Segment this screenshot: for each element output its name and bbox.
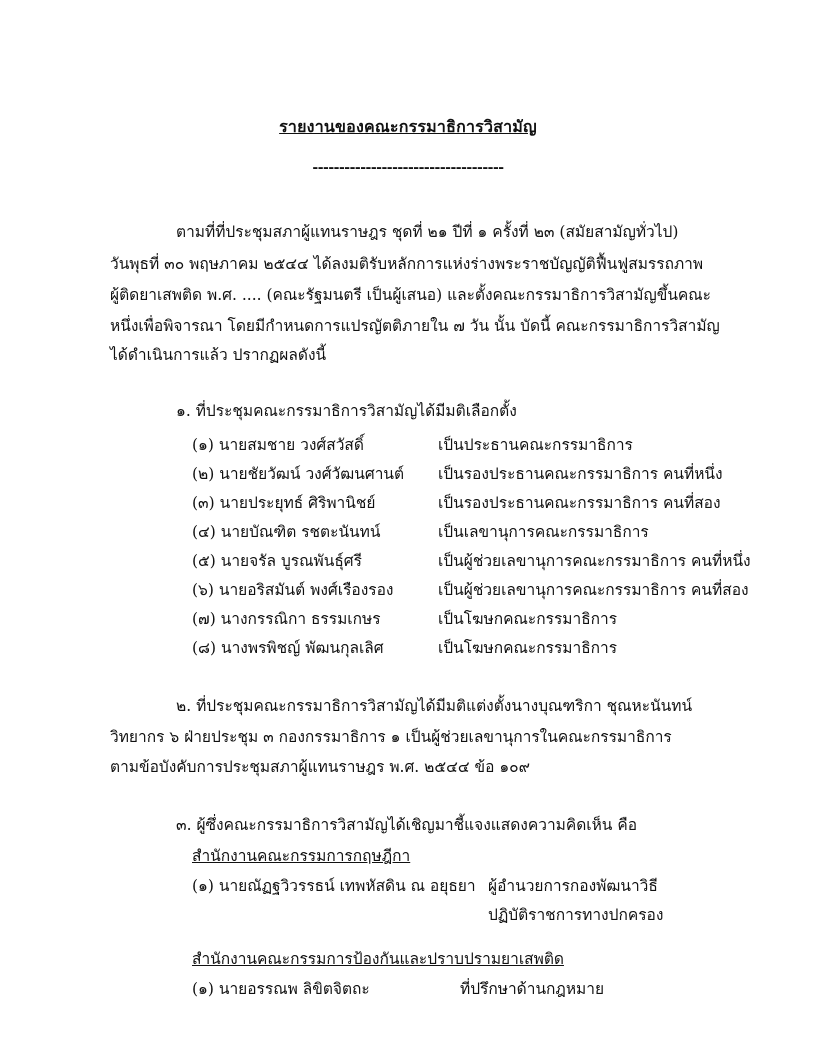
section-2-line: ๒. ที่ประชุมคณะกรรมาธิการวิสามัญได้มีมติแต่งตั้งนางบุณฑริกา ชุณหะนันทน์ — [176, 697, 693, 715]
member-name: (๕) นายจรัล บูรณพันธุ์ศรี — [192, 552, 362, 570]
member-role: เป็นผู้ช่วยเลขานุการคณะกรรมาธิการ คนที่หนึ่ง — [438, 552, 751, 570]
witness-name: (๑) นายอรรณพ ลิขิตจิตถะ — [192, 980, 370, 998]
member-name: (๒) นายชัยวัฒน์ วงศ์วัฒนศานต์ — [192, 465, 405, 483]
intro-line: ตามที่ที่ประชุมสภาผู้แทนราษฎร ชุดที่ ๒๑ ปีที่ ๑ ครั้งที่ ๒๓ (สมัยสามัญทั่วไป) — [176, 223, 679, 241]
member-name: (๓) นายประยุทธ์ ศิริพานิชย์ — [192, 494, 376, 512]
member-name: (๗) นางกรรณิกา ธรรมเกษร — [192, 610, 381, 628]
member-name: (๔) นายบัณฑิต รชตะนันทน์ — [192, 523, 381, 541]
member-role: เป็นเลขานุการคณะกรรมาธิการ — [438, 523, 649, 541]
section-2-line: วิทยากร ๖ ฝ่ายประชุม ๓ กองกรรมาธิการ ๑ เป็นผู้ช่วยเลขานุการในคณะกรรมาธิการ — [110, 728, 672, 746]
witness-position: ผู้อำนวยการกองพัฒนาวิธี — [488, 877, 658, 895]
intro-line: หนึ่งเพื่อพิจารณา โดยมีกำหนดการแปรญัตติภายใน ๗ วัน นั้น บัดนี้ คณะกรรมาธิการวิสามัญ — [110, 317, 720, 335]
member-name: (๑) นายสมชาย วงศ์สวัสดิ์ — [192, 436, 364, 454]
intro-line: วันพุธที่ ๓๐ พฤษภาคม ๒๕๔๔ ได้ลงมติรับหลักการแห่งร่างพระราชบัญญัติฟื้นฟูสมรรถภาพ — [110, 255, 704, 273]
member-role: เป็นผู้ช่วยเลขานุการคณะกรรมาธิการ คนที่สอง — [438, 581, 749, 599]
organization-name: สำนักงานคณะกรรมการกฤษฎีกา — [192, 847, 411, 865]
document-title: รายงานของคณะกรรมาธิการวิสามัญ — [279, 117, 537, 136]
organization-name: สำนักงานคณะกรรมการป้องกันและปราบปรามยาเสพติด — [192, 950, 564, 968]
witness-position: ที่ปรึกษาด้านกฎหมาย — [460, 980, 605, 998]
member-role: เป็นโฆษกคณะกรรมาธิการ — [438, 639, 618, 657]
witness-position: ปฏิบัติราชการทางปกครอง — [488, 906, 664, 924]
member-name: (๖) นายอริสมันต์ พงศ์เรืองรอง — [192, 581, 394, 599]
section-1-heading: ๑. ที่ประชุมคณะกรรมาธิการวิสามัญได้มีมติเลือกตั้ง — [176, 402, 517, 420]
member-name: (๘) นางพรพิชญ์ พัฒนกุลเลิศ — [192, 639, 384, 657]
section-2-line: ตามข้อบังคับการประชุมสภาผู้แทนราษฎร พ.ศ. ๒๕๔๔ ข้อ ๑๐๙ — [110, 758, 530, 776]
member-role: เป็นรองประธานคณะกรรมาธิการ คนที่หนึ่ง — [438, 465, 723, 483]
member-role: เป็นประธานคณะกรรมาธิการ — [438, 436, 633, 454]
section-3-heading: ๓. ผู้ซึ่งคณะกรรมาธิการวิสามัญได้เชิญมาชี้แจงแสดงความคิดเห็น คือ — [176, 816, 638, 834]
title-separator: ------------------------------------ — [312, 160, 504, 176]
witness-name: (๑) นายณัฏฐวิวรรธน์ เทพหัสดิน ณ อยุธยา — [192, 877, 476, 895]
intro-line: ได้ดำเนินการแล้ว ปรากฏผลดังนี้ — [110, 346, 327, 364]
member-role: เป็นรองประธานคณะกรรมาธิการ คนที่สอง — [438, 494, 721, 512]
member-role: เป็นโฆษกคณะกรรมาธิการ — [438, 610, 618, 628]
intro-line: ผู้ติดยาเสพติด พ.ศ. .... (คณะรัฐมนตรี เป็นผู้เสนอ) และตั้งคณะกรรมาธิการวิสามัญขึ้นคณะ — [110, 286, 711, 304]
